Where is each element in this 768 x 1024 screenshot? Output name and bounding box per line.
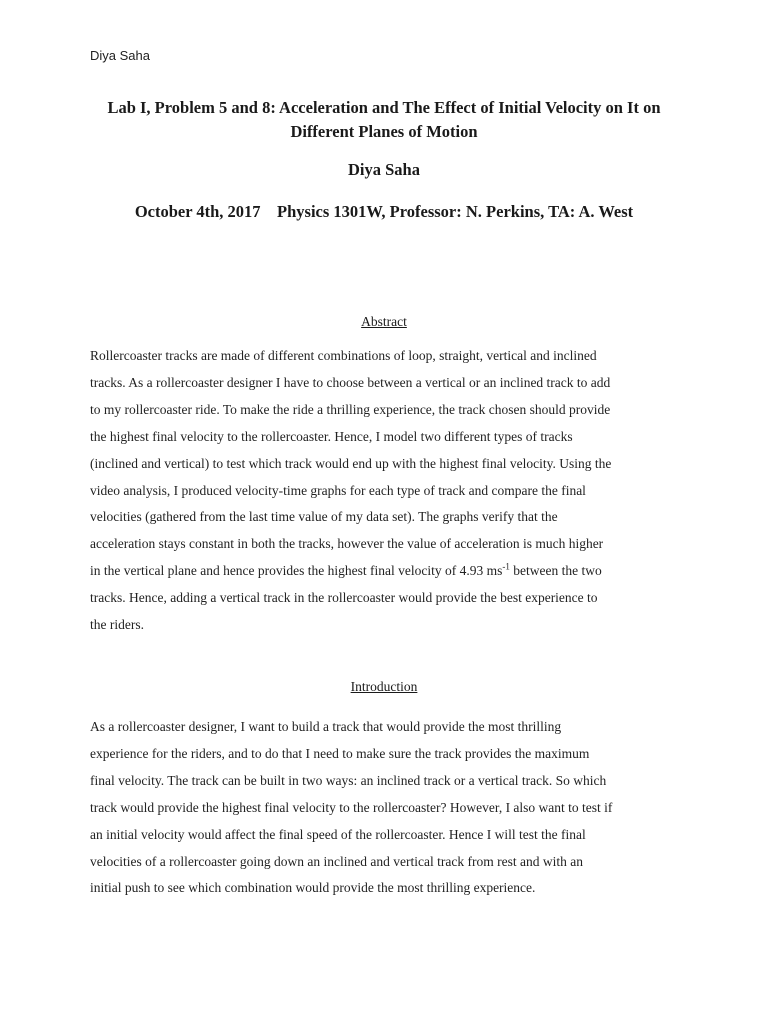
document-meta <box>90 200 678 224</box>
meta-course: Physics 1301W, Professor: N. Perkins, TA: A. West <box>277 202 634 221</box>
introduction-line: velocities of a rollercoaster going down an inclined and vertical track from rest and with an <box>90 853 583 869</box>
introduction-line: track would provide the highest final velocity to the rollercoaster? However, I also want to test if <box>90 799 613 815</box>
meta-date: October 4th, 2017 <box>134 202 261 221</box>
introduction-body <box>90 714 682 902</box>
abstract-heading: Abstract <box>361 314 407 329</box>
abstract-line: tracks. As a rollercoaster designer I have to choose between a vertical or an inclined track to add <box>90 374 611 390</box>
author-name: Diya Saha <box>348 160 420 179</box>
abstract-line: video analysis, I produced velocity-time graphs for each type of track and compare the final <box>90 482 586 498</box>
abstract-line-9-before: in the vertical plane and hence provides the highest final velocity of 4.93 ms <box>90 563 503 579</box>
abstract-line: acceleration stays constant in both the tracks, however the value of acceleration is much higher <box>90 536 604 552</box>
abstract-line-9-after: between the two <box>509 563 602 579</box>
abstract-line: tracks. Hence, adding a vertical track in the rollercoaster would provide the best experience to <box>90 590 598 606</box>
abstract-line: (inclined and vertical) to test which track would end up with the highest final velocity. Using the <box>90 455 612 471</box>
abstract-line: to my rollercoaster ride. To make the ride a thrilling experience, the track chosen should provide <box>90 401 611 417</box>
document-title <box>90 96 678 144</box>
introduction-heading: Introduction <box>350 679 418 694</box>
introduction-line: final velocity. The track can be built in two ways: an inclined track or a vertical track. So which <box>90 772 607 788</box>
introduction-line: experience for the riders, and to do that I need to make sure the track provides the maximum <box>90 745 590 761</box>
title-line-1: Lab I, Problem 5 and 8: Acceleration and The Effect of Initial Velocity on It on <box>107 98 661 117</box>
abstract-body <box>90 343 682 639</box>
abstract-line: the riders. <box>90 617 144 633</box>
abstract-line: velocities (gathered from the last time value of my data set). The graphs verify that the <box>90 509 558 525</box>
introduction-line: an initial velocity would affect the final speed of the rollercoaster. Hence I will test the final <box>90 826 586 842</box>
introduction-line: As a rollercoaster designer, I want to build a track that would provide the most thrilling <box>90 719 562 734</box>
introduction-line: initial push to see which combination would provide the most thrilling experience. <box>90 880 536 896</box>
abstract-line: the highest final velocity to the rollercoaster. Hence, I model two different types of tracks <box>90 428 573 444</box>
running-header-author: Diya Saha <box>90 48 150 63</box>
abstract-line-with-superscript <box>90 558 682 585</box>
abstract-line: Rollercoaster tracks are made of different combinations of loop, straight, vertical and inclined <box>90 348 597 363</box>
unit-superscript: -1 <box>502 561 510 572</box>
title-line-2: Different Planes of Motion <box>290 122 478 141</box>
